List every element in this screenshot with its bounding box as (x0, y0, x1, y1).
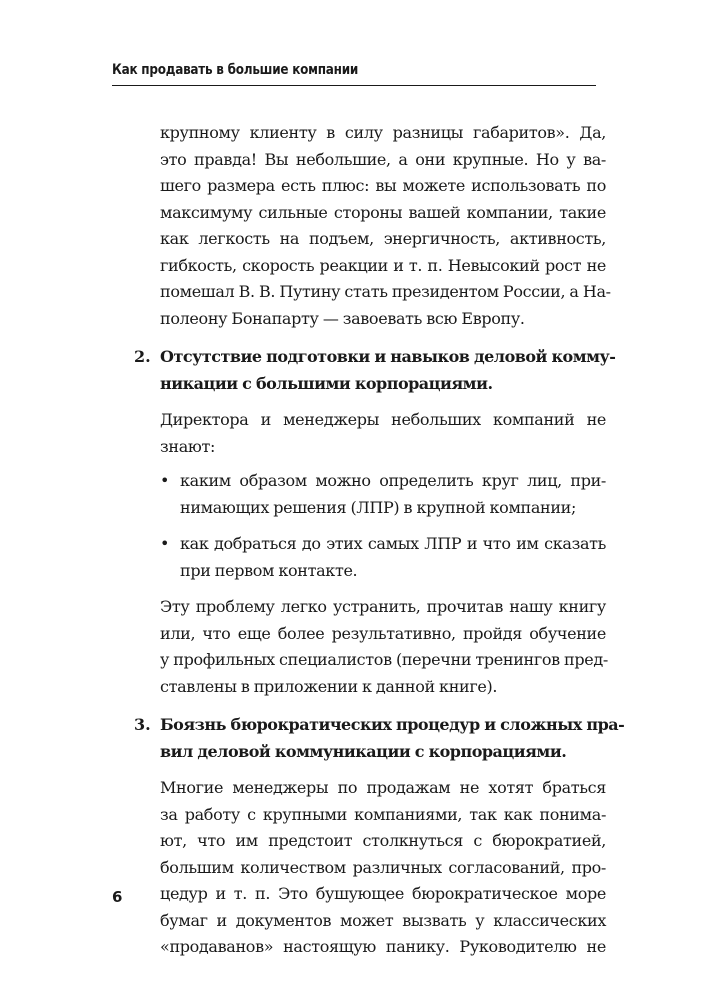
text-line: шего размера есть плюс: вы можете использовать по (160, 176, 606, 195)
list-item (160, 468, 606, 521)
intro-paragraph (160, 120, 611, 332)
page-number: 6 (112, 888, 123, 906)
page-body (134, 120, 625, 969)
text-line: большим количеством различных согласований, про- (160, 857, 606, 877)
section-3-number: 3. (134, 715, 151, 734)
text-line: как легкость на подъем, энергичность, активность, (160, 229, 606, 248)
section-2-paragraph-1 (160, 407, 606, 460)
text-line: полеону Бонапарту — завоевать всю Европу. (160, 308, 525, 328)
text-line: помешал В. В. Путину стать президентом России, а На- (160, 282, 611, 301)
text-line: Директора и менеджеры небольших компаний не (160, 410, 606, 429)
text-line: максимуму сильные стороны вашей компании, такие (160, 202, 606, 222)
section-2-paragraph-2 (160, 594, 606, 700)
text-line: это правда! Вы небольшие, а они крупные. Но у ва- (160, 149, 606, 169)
text-line: «продаванов» настоящую панику. Руководителю не (160, 937, 606, 956)
text-line: ют, что им предстоит столкнуться с бюрократией, (160, 831, 606, 850)
heading-line: Боязнь бюрократических процедур и сложных пра- (160, 715, 625, 734)
heading-line: вил деловой коммуникации с корпорациями. (160, 741, 567, 761)
text-line: крупному клиенту в силу разницы габаритов». Да, (160, 123, 606, 142)
heading-line: Отсутствие подготовки и навыков деловой комму- (160, 347, 616, 366)
section-2-number: 2. (134, 347, 151, 366)
text-line: при первом контакте. (180, 560, 358, 580)
text-line: за работу с крупными компаниями, так как понима- (160, 804, 606, 824)
text-line: Эту проблему легко устранить, прочитав нашу книгу (160, 597, 606, 616)
text-line: бумаг и документов может вызвать у классических (160, 910, 606, 930)
text-line: как добраться до этих самых ЛПР и что им сказать (180, 534, 606, 553)
running-head-title: Как продавать в большие компании (112, 62, 359, 78)
text-line: знают: (160, 436, 216, 456)
text-line: нимающих решения (ЛПР) в крупной компании; (180, 497, 577, 517)
bullet-dot: • (160, 471, 170, 490)
text-line: каким образом можно определить круг лиц, при- (180, 471, 606, 490)
text-line: ставлены в приложении к данной книге). (160, 676, 498, 696)
section-3-heading (134, 712, 625, 765)
text-line: гибкость, скорость реакции и т. п. Невысокий рост не (160, 255, 606, 275)
text-line: у профильных специалистов (перечни тренингов пред- (160, 650, 608, 669)
section-3-paragraph-1 (160, 775, 606, 961)
header-rule (112, 85, 596, 86)
text-line: Многие менеджеры по продажам не хотят браться (160, 778, 606, 797)
heading-line: никации с большими корпорациями. (160, 373, 493, 393)
list-item (160, 531, 606, 584)
text-line: или, что еще более результативно, пройдя обучение (160, 623, 606, 643)
text-line: цедур и т. п. Это бушующее бюрократическое море (160, 884, 606, 903)
bullet-dot: • (160, 534, 170, 553)
section-2-heading (134, 344, 616, 397)
